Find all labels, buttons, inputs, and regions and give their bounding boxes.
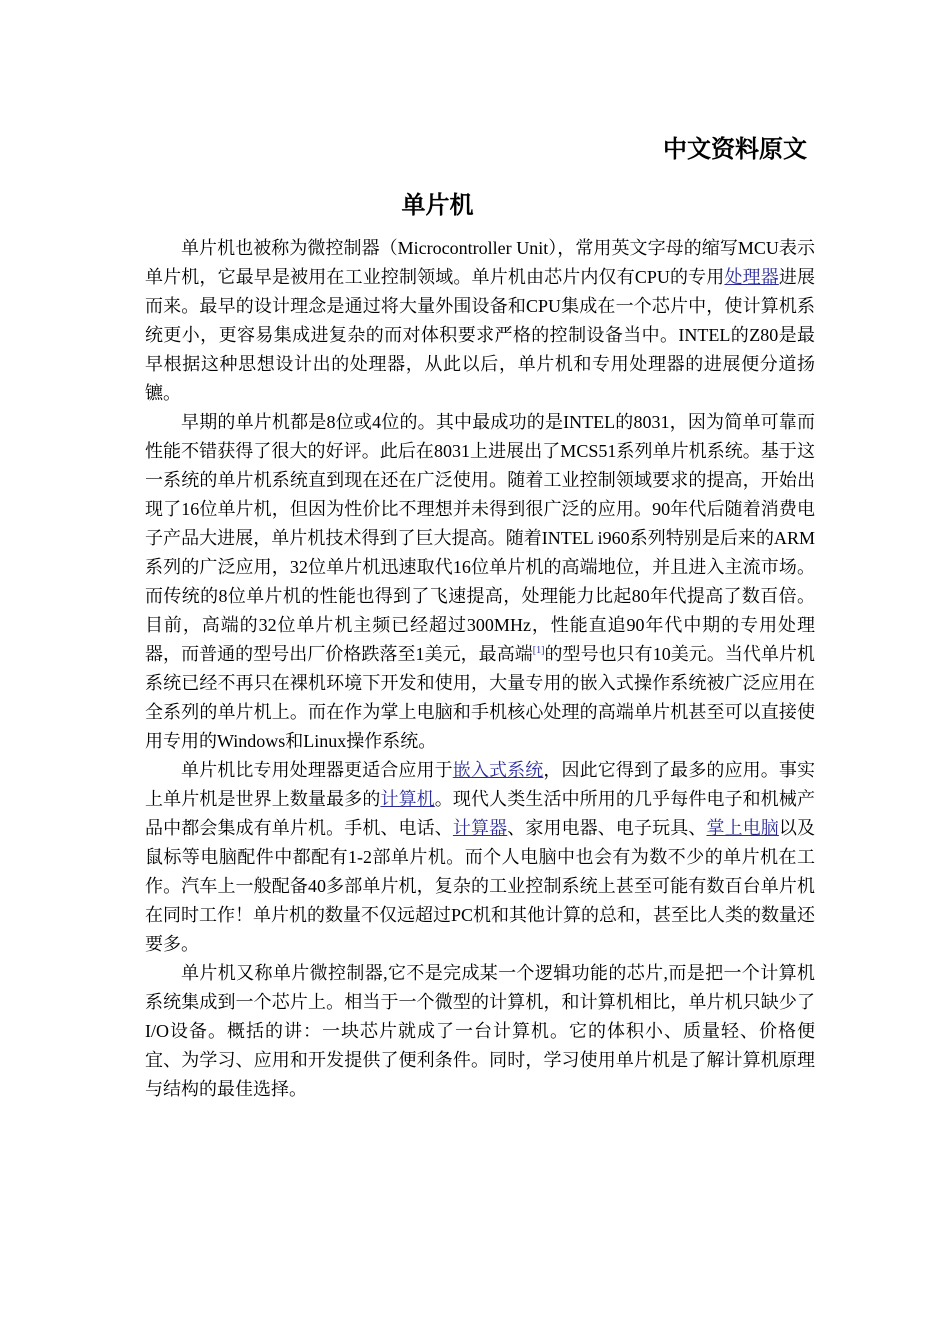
paragraph-text: 。现代人类生活中所用的几乎每件电子和机械产品中都会集成有单片机。手机、电话、 <box>145 789 816 838</box>
paragraph-text: 早期的单片机都是8位或4位的。其中最成功的是INTEL的8031，因为简单可靠而性能不错获得了很大的好评。此后在8031上进展出了MCS51系列单片机系统。基于这一系统的单片机系统直到现在还在广泛使用。随着工业控制领域要求的提高，开始出现了16位单片机，但因为性价比不理想并未得到很广泛的应用。90年代后随着消费电子产品大进展，单片机技术得到了巨大提高。随着INTEL i960系列特别是后来的ARM系列的广泛应用，32位单片机迅速取代16位单片机的高端地位，并且进入主流市场。而传统的8位单片机的性能也得到了飞速提高，处理能力比起80年代提高了数百倍。目前，高端的32位单片机主频已经超过300MHz，性能直追90年代中期的专用处理器，而普通的型号出厂价格跌落至1美元，最高端 <box>145 412 815 664</box>
paragraph-text: 单片机又称单片微控制器,它不是完成某一个逻辑功能的芯片,而是把一个计算机系统集成到一个芯片上。相当于一个微型的计算机，和计算机相比，单片机只缺少了I/O设备。概括的讲：一块芯片就成了一台计算机。它的体积小、质量轻、价格便宜、为学习、应用和开发提供了便利条件。同时，学习使用单片机是了解计算机原理与结构的最佳选择。 <box>145 963 815 1099</box>
document-body <box>145 234 815 1104</box>
header-title: 中文资料原文 <box>663 134 807 163</box>
paragraph-text: ，因此它得到了最多的应用。事实上单片机是世界上数量最多的 <box>145 760 816 809</box>
paragraph-text: 以及鼠标等电脑配件中都配有1-2部单片机。而个人电脑中也会有为数不少的单片机在工作。汽车上一般配备40多部单片机，复杂的工业控制系统上甚至可能有数百台单片机在同时工作！单片机的数量不仅远超过PC机和其他计算的总和，甚至比人类的数量还要多。 <box>145 818 816 954</box>
paragraph-text: 的型号也只有10美元。当代单片机系统已经不再只在裸机环境下开发和使用，大量专用的嵌入式操作系统被广泛应用在全系列的单片机上。而在作为掌上电脑和手机核心处理的高端单片机甚至可以直接使用专用的Windows和Linux操作系统。 <box>145 644 816 751</box>
paragraph-1 <box>145 234 815 408</box>
paragraph-2 <box>145 408 815 756</box>
paragraph-text: 单片机也被称为微控制器（Microcontroller Unit），常用英文字母的缩写MCU表示单片机，它最早是被用在工业控制领域。单片机由芯片内仅有CPU的专用 <box>145 238 815 287</box>
link-embedded-system[interactable]: 嵌入式系统 <box>452 760 544 780</box>
document-title: 单片机 <box>401 190 474 219</box>
paragraph-text: 进展而来。最早的设计理念是通过将大量外围设备和CPU集成在一个芯片中，使计算机系统更小，更容易集成进复杂的而对体积要求严格的控制设备当中。INTEL的Z80是最早根据这种思想设计出的处理器，从此以后，单片机和专用处理器的进展便分道扬镳。 <box>145 267 816 403</box>
paragraph-3 <box>145 756 815 959</box>
link-calculator[interactable]: 计算器 <box>452 818 508 838</box>
link-processor[interactable]: 处理器 <box>724 267 779 287</box>
paragraph-text: 单片机比专用处理器更适合应用于 <box>181 760 453 780</box>
link-computer[interactable]: 计算机 <box>380 789 435 809</box>
reference-link[interactable]: [1] <box>532 645 545 656</box>
paragraph-4 <box>145 959 815 1104</box>
paragraph-text: 、家用电器、电子玩具、 <box>507 818 707 838</box>
link-handheld-computer[interactable]: 掌上电脑 <box>706 818 779 838</box>
